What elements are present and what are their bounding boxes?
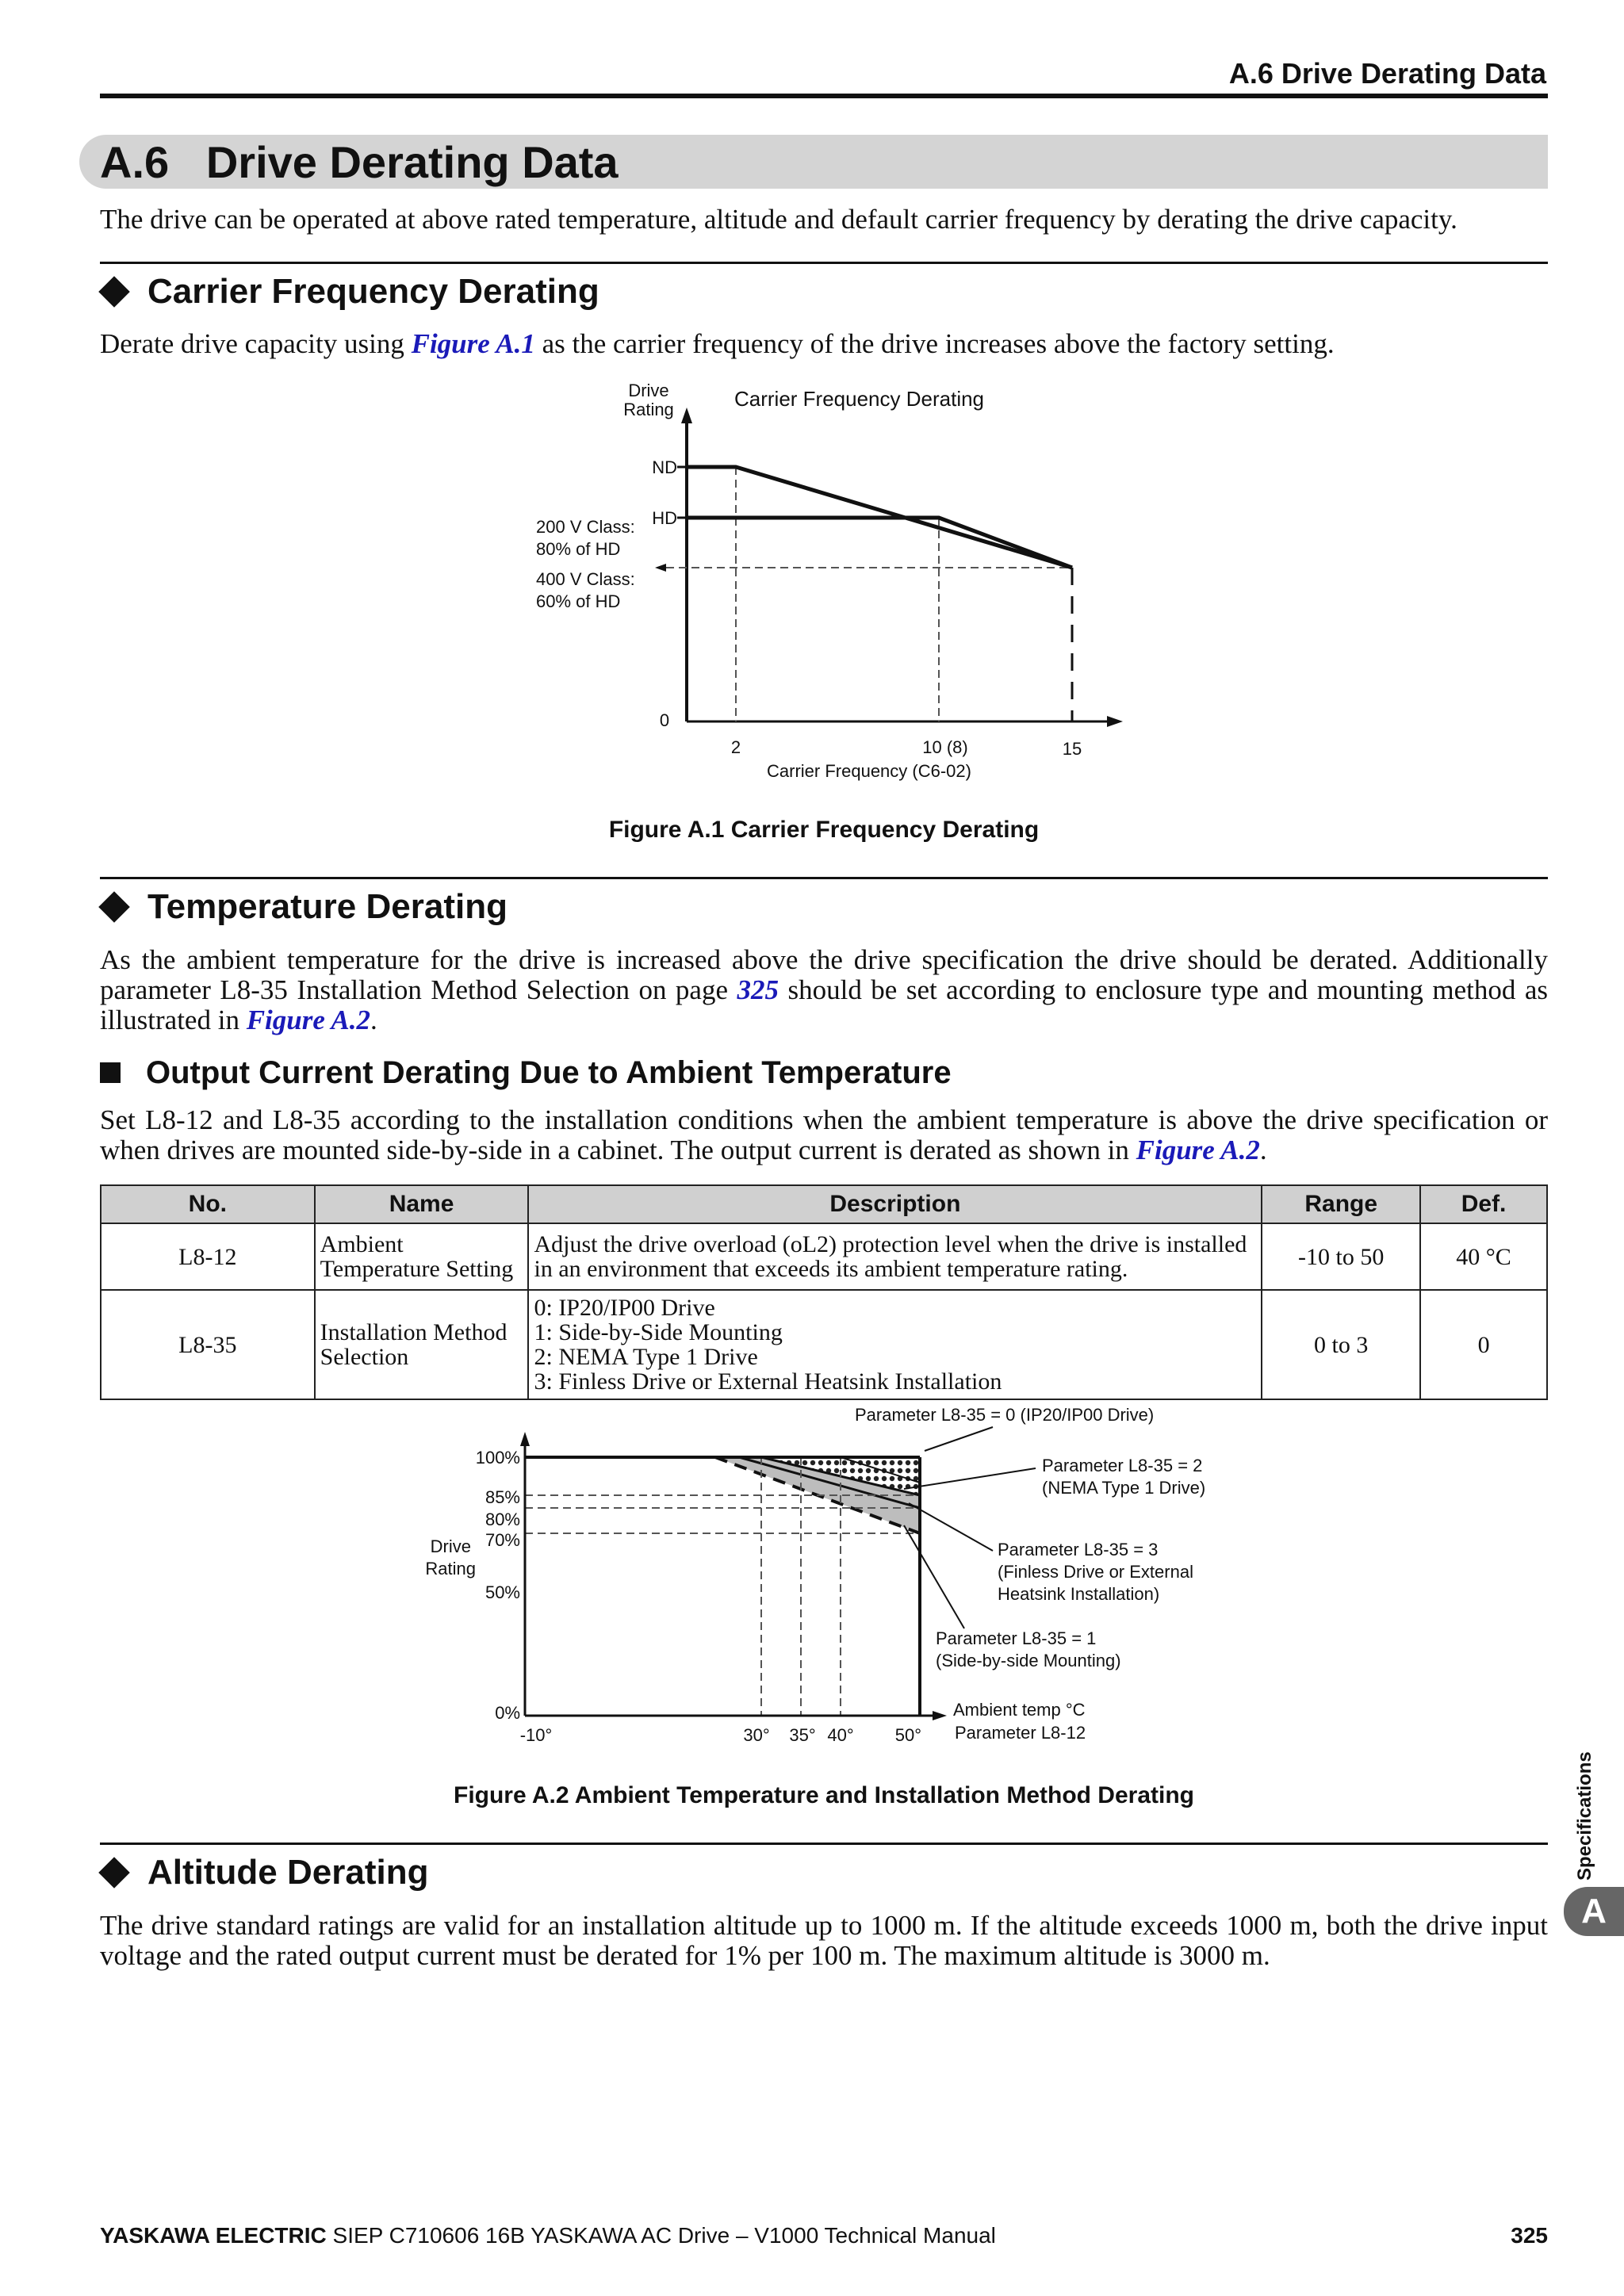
- temperature-heading: [100, 883, 508, 931]
- cell-description: [528, 1290, 1262, 1399]
- figure-a2-link[interactable]: Figure A.2: [246, 1004, 370, 1035]
- chart1-note-400v-1: 400 V Class:: [536, 569, 635, 589]
- carrier-text-before: Derate drive capacity using: [100, 328, 412, 359]
- carrier-text-after: as the carrier frequency of the drive increases above the factory setting.: [534, 328, 1335, 359]
- diamond-bullet-icon: [98, 1857, 130, 1888]
- section-intro: The drive can be operated at above rated temperature, altitude and default carrier frequency by derating the drive capacity.: [100, 204, 1457, 235]
- chart1-x-arrow: [1107, 716, 1123, 727]
- chart1-note-arrow: [655, 564, 666, 572]
- parameter-table: [100, 1184, 1548, 1400]
- output-heading: [100, 1051, 952, 1094]
- chart2-label-p0: Parameter L8-35 = 0 (IP20/IP00 Drive): [855, 1405, 1155, 1425]
- chart2-label-p2a: Parameter L8-35 = 2: [1042, 1456, 1203, 1475]
- carrier-heading-text: Carrier Frequency Derating: [147, 272, 599, 311]
- temperature-heading-text: Temperature Derating: [147, 887, 508, 926]
- divider: [100, 1843, 1548, 1845]
- footer: [100, 2223, 1548, 2248]
- running-header: A.6 Drive Derating Data: [1228, 57, 1546, 90]
- cell-name-line: Temperature Setting: [320, 1256, 514, 1282]
- cell-desc-line: 2: NEMA Type 1 Drive: [534, 1344, 758, 1370]
- cell-range: -10 to 50: [1262, 1223, 1420, 1290]
- chart1-xlabel: Carrier Frequency (C6-02): [767, 761, 971, 781]
- output-paragraph: [100, 1105, 1548, 1165]
- chart2-tick-x-30: 30°: [743, 1725, 770, 1745]
- chart1-note-200v-2: 80% of HD: [536, 539, 621, 559]
- cell-name: [315, 1223, 529, 1290]
- divider: [100, 262, 1548, 264]
- chart2-tick-70: 70%: [485, 1530, 520, 1550]
- side-tab-letter[interactable]: A: [1564, 1887, 1624, 1936]
- chart1-tick-x-15: 15: [1062, 739, 1082, 759]
- chart2-label-p2b: (NEMA Type 1 Drive): [1042, 1478, 1206, 1498]
- footer-doc: [100, 2223, 996, 2248]
- chart1-note-400v-2: 60% of HD: [536, 591, 621, 611]
- divider: [100, 877, 1548, 879]
- cell-name-line: Installation Method: [320, 1319, 508, 1345]
- col-header-name: Name: [315, 1185, 529, 1223]
- chart1-tick-nd: ND: [652, 457, 677, 477]
- chart2-label-p1a: Parameter L8-35 = 1: [936, 1628, 1097, 1648]
- cell-def: 0: [1420, 1290, 1547, 1399]
- chart2-label-p3c: Heatsink Installation): [998, 1584, 1160, 1604]
- diamond-bullet-icon: [98, 276, 130, 308]
- chart1-tick-x-10: 10 (8): [922, 737, 968, 757]
- temperature-text-1: As the ambient temperature for the drive is increased above the drive specification the drive should be derated. Additionally parameter L8-35 Installation Method Selection on page: [100, 944, 1548, 1005]
- page-325-link[interactable]: 325: [737, 974, 779, 1005]
- page-number: 325: [1511, 2223, 1548, 2248]
- carrier-paragraph: [100, 329, 1548, 359]
- temperature-paragraph: [100, 945, 1548, 1035]
- cell-name-line: Ambient: [320, 1231, 404, 1257]
- chart1-ylabel-line1: Drive: [628, 381, 669, 400]
- cell-no: L8-12: [101, 1223, 315, 1290]
- output-text-1: Set L8-12 and L8-35 according to the installation conditions when the ambient temperature is above the drive specification or when drives are mounted side-by-side in a cabinet. The output current is derated as shown in: [100, 1104, 1548, 1165]
- cell-desc-line: 0: IP20/IP00 Drive: [534, 1295, 715, 1321]
- side-tab-text: Specifications: [1574, 1751, 1595, 1881]
- cell-desc-line: 3: Finless Drive or External Heatsink Installation: [534, 1368, 1002, 1395]
- chart2-ylabel-line1: Drive: [430, 1536, 471, 1556]
- cell-name: [315, 1290, 529, 1399]
- figure-a2-link[interactable]: Figure A.2: [1136, 1135, 1260, 1165]
- cell-name-line: Selection: [320, 1344, 409, 1370]
- output-text-2: .: [1259, 1135, 1267, 1165]
- section-title: [100, 136, 619, 188]
- cell-description: [528, 1223, 1262, 1290]
- header-rule: [100, 94, 1548, 98]
- chart2-tick-80: 80%: [485, 1510, 520, 1529]
- chart1-tick-zero: 0: [659, 710, 670, 730]
- chart1-ylabel-line2: Rating: [623, 400, 674, 419]
- table-header-row: [101, 1185, 1547, 1223]
- chart1-tick-hd: HD: [652, 508, 677, 528]
- side-tab-label: [1561, 1744, 1608, 1887]
- col-header-description: Description: [528, 1185, 1262, 1223]
- footer-brand: YASKAWA ELECTRIC: [100, 2223, 327, 2248]
- chart2-tick-85: 85%: [485, 1487, 520, 1507]
- chart2-tick-x-40: 40°: [827, 1725, 854, 1745]
- temperature-text-2: should be set according to enclosure type and mounting method as illustrated in: [100, 974, 1548, 1035]
- altitude-heading: [100, 1849, 428, 1896]
- chart2-xlabel-2: Parameter L8-12: [955, 1723, 1086, 1743]
- figure-a2-caption: Figure A.2 Ambient Temperature and Installation Method Derating: [454, 1782, 1194, 1808]
- chart2-x-arrow: [933, 1711, 947, 1720]
- carrier-heading: [100, 268, 599, 316]
- section-number: A.6: [100, 137, 170, 187]
- cell-range: 0 to 3: [1262, 1290, 1420, 1399]
- chart1-tick-x-2: 2: [730, 737, 741, 757]
- chart2-tick-x-neg10: -10°: [519, 1725, 553, 1745]
- chart2-leader-p2: [904, 1468, 1036, 1489]
- chart2-leader-p1: [904, 1525, 964, 1628]
- cell-no: L8-35: [101, 1290, 315, 1399]
- chart1-y-arrow: [681, 408, 692, 423]
- chart2-label-p1b: (Side-by-side Mounting): [936, 1651, 1121, 1670]
- chart2-tick-100: 100%: [475, 1448, 520, 1468]
- cell-def: 40 °C: [1420, 1223, 1547, 1290]
- table-row: [101, 1290, 1547, 1399]
- chart2-label-p3a: Parameter L8-35 = 3: [998, 1540, 1159, 1559]
- temperature-text-3: .: [370, 1004, 377, 1035]
- altitude-paragraph: The drive standard ratings are valid for an installation altitude up to 1000 m. If the altitude exceeds 1000 m, both the drive input voltage and the rated output current must be derated for 1% per 100 m. The maximum altitude is 3000 m.: [100, 1910, 1548, 1971]
- col-header-no: No.: [101, 1185, 315, 1223]
- square-bullet-icon: [100, 1062, 121, 1083]
- footer-doc-text: SIEP C710606 16B YASKAWA AC Drive – V1000 Technical Manual: [326, 2223, 996, 2248]
- cell-desc-line: in an environment that exceeds its ambient temperature rating.: [534, 1256, 1128, 1282]
- chart2-leader-p0: [925, 1427, 993, 1451]
- chart2-ylabel-line2: Rating: [425, 1559, 476, 1578]
- table-row: [101, 1223, 1547, 1290]
- chart2-label-p3b: (Finless Drive or External: [998, 1562, 1193, 1582]
- ambient-temperature-chart: [396, 1395, 1269, 1768]
- diamond-bullet-icon: [98, 891, 130, 923]
- chart2-tick-50: 50%: [485, 1582, 520, 1602]
- chart1-title: Carrier Frequency Derating: [734, 387, 985, 411]
- col-header-def: Def.: [1420, 1185, 1547, 1223]
- chart2-xlabel: Ambient temp °C: [953, 1700, 1086, 1720]
- altitude-heading-text: Altitude Derating: [147, 1853, 429, 1892]
- cell-desc-line: 1: Side-by-Side Mounting: [534, 1319, 783, 1345]
- figure-a1-link[interactable]: Figure A.1: [411, 328, 535, 359]
- chart1-series-hd: [687, 518, 1072, 568]
- chart1-note-200v-1: 200 V Class:: [536, 517, 635, 537]
- chart2-tick-x-50: 50°: [894, 1725, 921, 1745]
- section-name: Drive Derating Data: [205, 137, 619, 187]
- chart2-tick-0: 0%: [495, 1703, 520, 1723]
- cell-desc-line: Adjust the drive overload (oL2) protection level when the drive is installed: [534, 1231, 1247, 1257]
- figure-a1-caption: Figure A.1 Carrier Frequency Derating: [608, 817, 1040, 843]
- output-heading-text: Output Current Derating Due to Ambient Temperature: [146, 1054, 952, 1090]
- col-header-range: Range: [1262, 1185, 1420, 1223]
- chart2-tick-x-35: 35°: [789, 1725, 816, 1745]
- chart2-y-arrow: [520, 1432, 530, 1446]
- carrier-frequency-chart: [508, 373, 1142, 801]
